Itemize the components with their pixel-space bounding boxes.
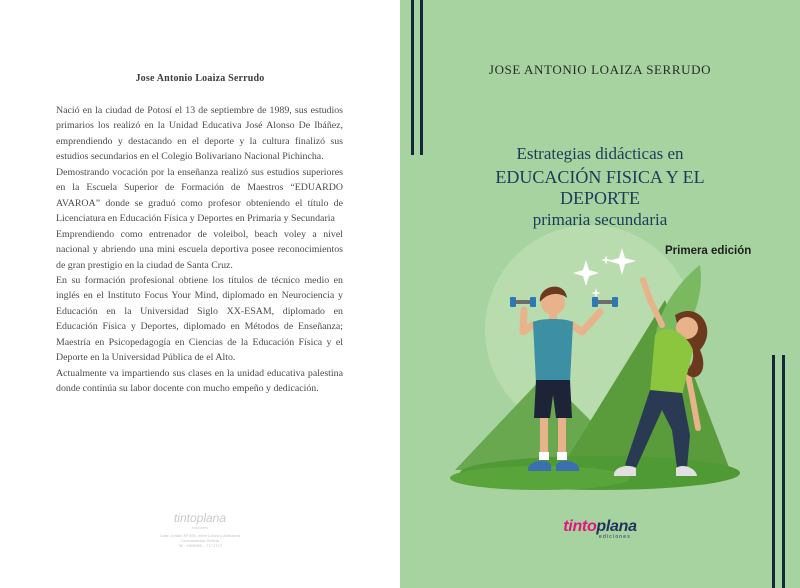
book-title — [450, 143, 750, 230]
author-biography — [56, 103, 343, 397]
logo-sub: ediciones — [599, 534, 631, 540]
bio-paragraph: Demostrando vocación por la enseñanza realizó sus estudios superiores en la Escuela Superior de Formación de Maestros “EDUARDO AVAROA” donde se graduó como profesor obteniendo el título de Licenciatura en Educación Física y Deportes en Primaria y Secundaria — [56, 166, 343, 225]
back-author-heading: Jose Antonio Loaiza Serrudo — [135, 73, 265, 84]
front-publisher-logo — [400, 518, 800, 540]
front-cover — [400, 0, 800, 588]
back-logo-text: tintoplana — [173, 511, 227, 525]
title-line: EDUCACIÓN FISICA Y EL — [495, 167, 705, 187]
logo-part: tinto — [563, 518, 597, 535]
title-line: DEPORTE — [560, 188, 640, 208]
bio-paragraph: En su formación profesional obtiene los títulos de técnico medio en inglés en el Instituto Focus Your Mind, diplomado en Neurociencia y Educación en la Universidad Siglo XX-ESAM, diplomado en Educación Física y Deportes, diplomado en Métodos de Enseñanza; Maestría en Psicopedagogía en Ciencias de la Educación Física y el Deporte en la Universidad Pública de el Alto. — [56, 274, 343, 364]
back-logo-sub: ediciones — [191, 526, 209, 530]
bio-paragraph: Actualmente va impartiendo sus clases en la unidad educativa palestina donde continúa su labor docente con mucho empeño y dedicación. — [56, 367, 343, 395]
cover-illustration — [400, 0, 800, 588]
bio-paragraph: Emprendiendo como entrenador de voleibol, beach voley a nivel nacional y abriendo una mini escuela deportiva posee reconocimientos de gran prestigio en la ciudad de Santa Cruz. — [56, 228, 343, 271]
logo-part: plana — [596, 518, 637, 535]
edition-label: Primera edición — [665, 245, 752, 257]
bio-paragraph: Nació en la ciudad de Potosí el 13 de septiembre de 1989, sus estudios primarios los realizó en la Unidad Educativa José Alonso De Ibáñez, emprendiendo y destacando en el deporte y la cultura finalizó sus estudios secundarios en el Colegio Bolivariano Nacional Pichincha. — [56, 105, 343, 163]
title-line: primaria secundaria — [532, 210, 668, 229]
stripe-decoration — [782, 355, 785, 588]
front-author-name: JOSE ANTONIO LOAIZA SERRUDO — [488, 62, 712, 77]
publisher-address-line: Tel.: 4505050 – 7171717 — [177, 543, 223, 548]
title-line: Estrategias didácticas en — [516, 144, 684, 163]
publisher-address-line: Cochabamba, Bolivia — [181, 538, 219, 543]
stripe-decoration — [772, 355, 775, 588]
back-publisher-logo — [150, 511, 250, 548]
publisher-address-line: Calle Jordán Nº 555, entre Lanza y Antezana — [160, 533, 240, 538]
